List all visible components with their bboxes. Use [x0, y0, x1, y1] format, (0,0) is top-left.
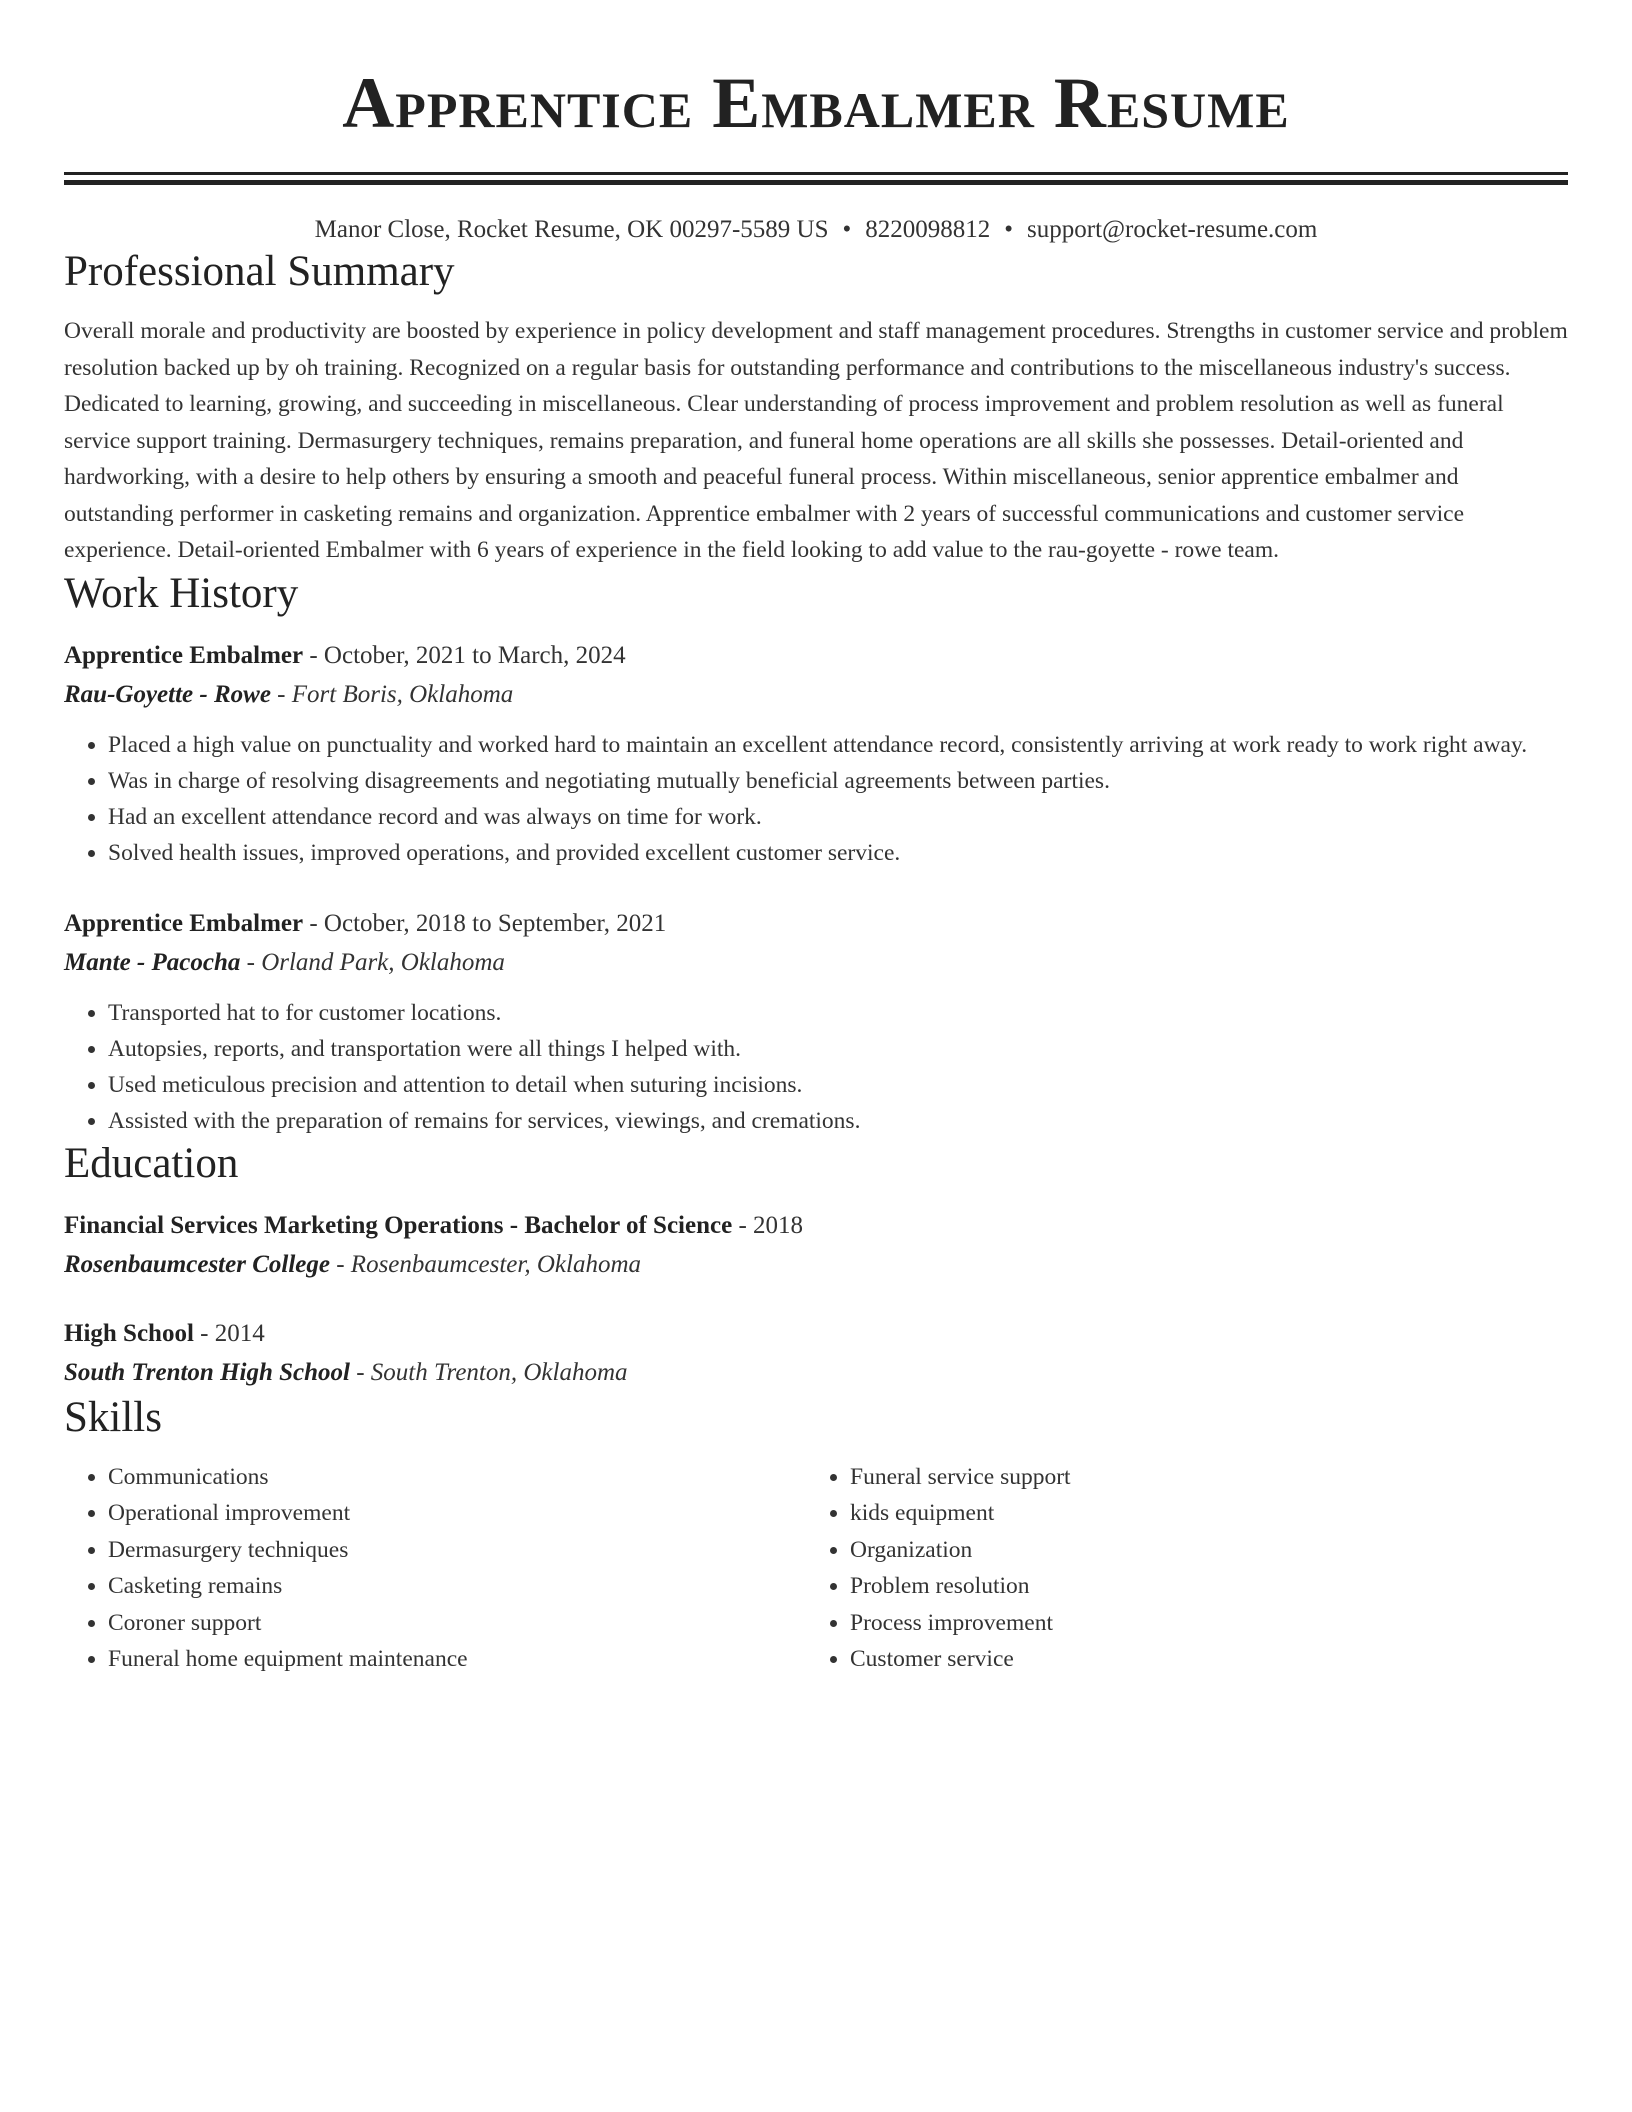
- job-company: Rau-Goyette - Rowe: [64, 680, 271, 708]
- education-location: - South Trenton, Oklahoma: [349, 1358, 628, 1386]
- education-school: Rosenbaumcester College: [64, 1250, 330, 1278]
- education-school-line: [64, 1245, 1568, 1285]
- skill-item: • Communications: [108, 1459, 806, 1496]
- education-degree: High School: [64, 1319, 194, 1347]
- job-bullet: • Transported hat to for customer locations.: [108, 995, 1568, 1031]
- education-degree: Financial Services Marketing Operations - Bachelor of Science: [64, 1211, 733, 1239]
- skill-item: • kids equipment: [850, 1495, 1548, 1532]
- job-dates: - October, 2021 to March, 2024: [303, 641, 626, 669]
- education-degree-line: [64, 1207, 1568, 1245]
- skill-item: • Organization: [850, 1532, 1548, 1569]
- job-title-line: [64, 637, 1568, 675]
- job-title-line: [64, 905, 1568, 943]
- job-location: - Orland Park, Oklahoma: [240, 948, 505, 976]
- skills-list-left: [64, 1459, 806, 1678]
- work-history-heading: Work History: [64, 569, 299, 617]
- job-bullet: • Used meticulous precision and attention to detail when suturing incisions.: [108, 1067, 1568, 1103]
- education-year: - 2014: [193, 1319, 265, 1347]
- job-company-line: [64, 943, 1568, 983]
- job-role: Apprentice Embalmer: [64, 909, 304, 937]
- skill-item: • Coroner support: [108, 1605, 806, 1642]
- job-bullet: • Had an excellent attendance record and was always on time for work.: [108, 799, 1568, 835]
- skill-item: • Funeral service support: [850, 1459, 1548, 1496]
- job-bullet: • Placed a high value on punctuality and worked hard to maintain an excellent attendance record, consistently arriving at work ready to work right away.: [108, 727, 1568, 763]
- contact-line: [64, 213, 1568, 247]
- education-entry: [64, 1207, 1568, 1285]
- skill-item: • Process improvement: [850, 1605, 1548, 1642]
- job-bullet: • Was in charge of resolving disagreements and negotiating mutually beneficial agreements between parties.: [108, 763, 1568, 799]
- job-bullet: • Autopsies, reports, and transportation were all things I helped with.: [108, 1031, 1568, 1067]
- summary-heading: Professional Summary: [64, 248, 455, 295]
- skill-item: • Funeral home equipment maintenance: [108, 1641, 806, 1678]
- job-company: Mante - Pacocha: [64, 948, 241, 976]
- education-year: - 2018: [732, 1211, 804, 1239]
- contact-separator: •: [842, 216, 852, 243]
- education-degree-line: [64, 1315, 1568, 1353]
- education-school: South Trenton High School: [64, 1358, 350, 1386]
- education-entry: [64, 1315, 1568, 1393]
- contact-phone: 8220098812: [865, 216, 991, 243]
- job-entry: [64, 905, 1568, 1139]
- skill-item: • Customer service: [850, 1641, 1548, 1678]
- contact-email: support@rocket-resume.com: [1027, 216, 1318, 243]
- job-bullet: • Solved health issues, improved operations, and provided excellent customer service.: [108, 835, 1568, 871]
- skills-columns: [64, 1459, 1568, 1678]
- skills-list-right: [806, 1459, 1548, 1678]
- job-bullet-list: [64, 995, 1568, 1139]
- job-bullet-list: [64, 727, 1568, 871]
- education-school-line: [64, 1353, 1568, 1393]
- title-double-rule: [64, 172, 1568, 185]
- job-entry: [64, 637, 1568, 871]
- skill-item: • Dermasurgery techniques: [108, 1532, 806, 1569]
- job-company-line: [64, 675, 1568, 715]
- summary-text: Overall morale and productivity are boosted by experience in policy development and staff management procedures. Strengths in customer service and problem resolution backed up by oh training. Recognized on a regular basis for outstanding performance and contributions to the miscellaneous industry's success. Dedicated to learning, growing, and succeeding in miscellaneous. Clear understanding of process improvement and problem resolution as well as funeral service support training. Dermasurgery techniques, remains preparation, and funeral home operations are all skills she possesses. Detail-oriented and hardworking, with a desire to help others by ensuring a smooth and peaceful funeral process. Within miscellaneous, senior apprentice embalmer and outstanding performer in casketing remains and organization. Apprentice embalmer with 2 years of successful communications and customer service experience. Detail-oriented Embalmer with 6 years of experience in the field looking to add value to the rau-goyette - rowe team.: [64, 318, 1568, 563]
- skill-item: • Operational improvement: [108, 1495, 806, 1532]
- skills-heading: Skills: [64, 1393, 162, 1441]
- skill-item: • Casketing remains: [108, 1568, 806, 1605]
- job-location: - Fort Boris, Oklahoma: [270, 680, 514, 708]
- education-heading: Education: [64, 1139, 239, 1187]
- contact-address: Manor Close, Rocket Resume, OK 00297-5589 US: [314, 216, 829, 243]
- resume-title: Apprentice Embalmer Resume: [342, 63, 1290, 143]
- contact-separator: •: [1004, 216, 1014, 243]
- job-role: Apprentice Embalmer: [64, 641, 304, 669]
- job-dates: - October, 2018 to September, 2021: [303, 909, 667, 937]
- skill-item: • Problem resolution: [850, 1568, 1548, 1605]
- education-location: - Rosenbaumcester, Oklahoma: [329, 1250, 642, 1278]
- job-bullet: • Assisted with the preparation of remains for services, viewings, and cremations.: [108, 1103, 1568, 1139]
